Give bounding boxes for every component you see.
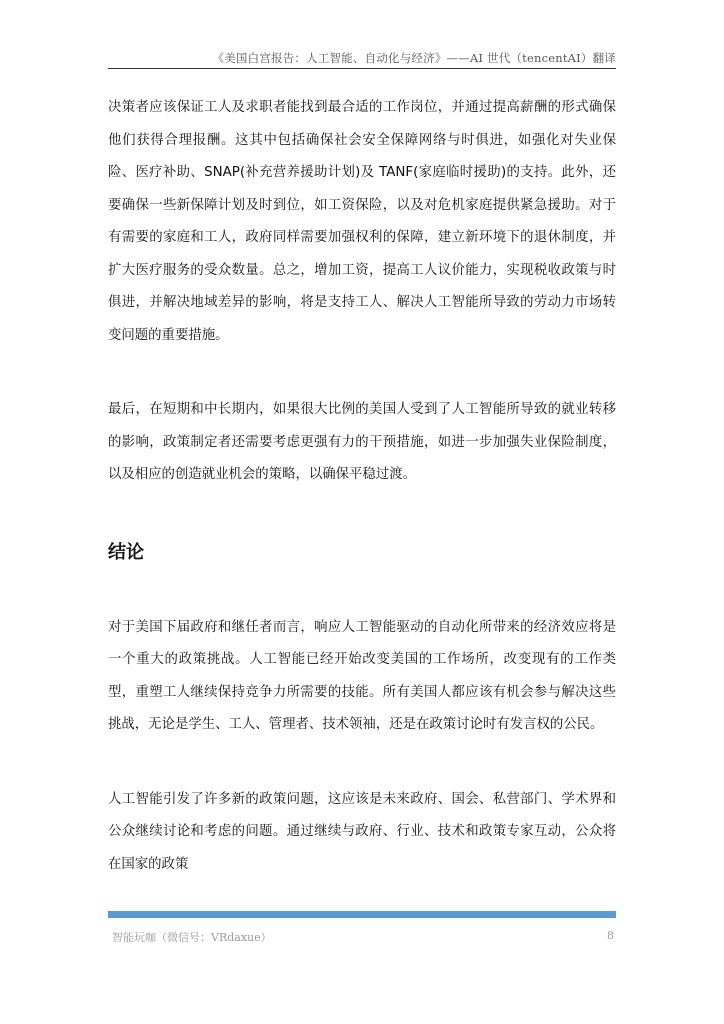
- body-paragraph: 决策者应该保证工人及求职者能找到最合适的工作岗位，并通过提高薪酬的形式确保他们获得合理报酬。这其中包括确保社会安全保障网络与时俱进，如强化对失业保险、医疗补助、SNAP(补充营养援助计划)及 TANF(家庭临时援助)的支持。此外，还要确保一些新保障计划及时到位，如工资保险，以及对危机家庭提供紧急援助。对于有需要的家庭和工人，政府同样需要加强权利的保障，建立新环境下的退休制度，并扩大医疗服务的受众数量。总之，增加工资，提高工人议价能力，实现税收政策与时俱进，并解决地域差异的影响，将是支持工人、解决人工智能所导致的劳动力市场转变问题的重要措施。: [108, 100, 616, 343]
- header-divider: [108, 68, 616, 69]
- footer-divider: [108, 911, 616, 918]
- paragraph-spacer: [108, 492, 616, 540]
- page-body: [108, 92, 616, 881]
- body-paragraph: 最后，在短期和中长期内，如果很大比例的美国人受到了人工智能所导致的就业转移的影响，政策制定者还需要考虑更强有力的干预措施，如进一步加强失业保险制度，以及相应的创造就业机会的策略，以确保平稳过渡。: [108, 402, 616, 482]
- paragraph-spacer: [108, 352, 616, 394]
- body-paragraph: 对于美国下届政府和继任者而言，响应人工智能驱动的自动化所带来的经济效应将是一个重大的政策挑战。人工智能已经开始改变美国的工作场所，改变现有的工作类型，重塑工人继续保持竞争力所需要的技能。所有美国人都应该有机会参与解决这些挑战，无论是学生、工人、管理者、技术领袖，还是在政策讨论时有发言权的公民。: [108, 619, 616, 732]
- paragraph-spacer: [108, 742, 616, 784]
- running-header: 《美国白宫报告：人工智能、自动化与经济》——AI 世代（tencentAI）翻译: [212, 51, 616, 65]
- paragraph-spacer: [108, 566, 616, 612]
- body-paragraph: 人工智能引发了许多新的政策问题，这应该是未来政府、国会、私营部门、学术界和公众继续讨论和考虑的问题。通过继续与政府、行业、技术和政策专家互动，公众将在国家的政策: [108, 791, 616, 872]
- footer-source: 智能玩咖（微信号：VRdaxue）: [112, 931, 272, 944]
- section-heading: 结论: [108, 541, 144, 563]
- page-number: 8: [607, 929, 614, 942]
